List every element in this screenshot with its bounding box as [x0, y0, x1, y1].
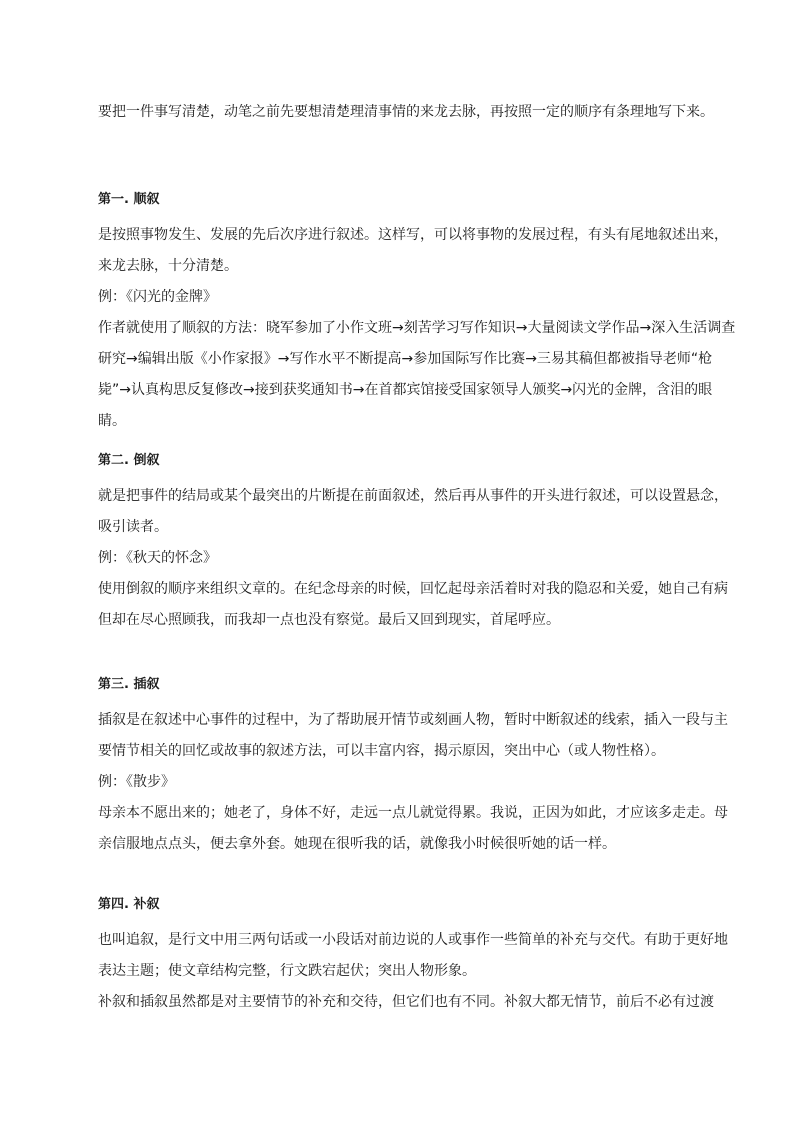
- section-chaxu: [98, 675, 738, 860]
- intro-paragraph: 要把一件事写清楚，动笔之前先要想清楚理清事情的来龙去脉，再按照一定的顺序有条理地写下来。: [98, 104, 714, 120]
- section-heading: 第三. 插叙: [98, 677, 160, 692]
- section-buxu: [98, 895, 738, 1018]
- example-detail: 使用倒叙的顺序来组织文章的。在纪念母亲的时候，回忆起母亲活着时对我的隐忍和关爱，她自己有病但却在尽心照顾我，而我却一点也没有察觉。最后又回到现实，首尾呼应。: [98, 581, 728, 628]
- section-description: 就是把事件的结局或某个最突出的片断提在前面叙述，然后再从事件的开头进行叙述，可以设置悬念，吸引读者。: [98, 488, 728, 535]
- section-description: 也叫追叙，是行文中用三两句话或一小段话对前边说的人或事作一些简单的补充与交代。有助于更好地表达主题；使文章结构完整，行文跌宕起伏；突出人物形象。: [98, 932, 728, 979]
- section-heading: 第一. 顺叙: [98, 192, 160, 207]
- section-description: 插叙是在叙述中心事件的过程中，为了帮助展开情节或刻画人物，暂时中断叙述的线索，插入一段与主要情节相关的回忆或故事的叙述方法，可以丰富内容，揭示原因，突出中心（或人物性格）。: [98, 712, 728, 759]
- section-daoxu: [98, 451, 738, 636]
- example-title: 例：《秋天的怀念》: [98, 550, 217, 566]
- example-detail: 母亲本不愿出来的；她老了，身体不好，走远一点儿就觉得累。我说，正因为如此，才应该多走走。母亲信服地点点头，便去拿外套。她现在很听我的话，就像我小时候很听她的话一样。: [98, 805, 728, 852]
- section-shunxu: [98, 190, 738, 437]
- example-detail: 作者就使用了顺叙的方法：晓军参加了小作文班→刻苦学习写作知识→大量阅读文学作品→深入生活调查研究→编辑出版《小作家报》→写作水平不断提高→参加国际写作比赛→三易其稿但都被指导老师“枪毙”→认真构思反复修改→接到获奖通知书→在首都宾馆接受国家领导人颁奖→闪光的金牌，含泪的眼睛。: [98, 320, 736, 429]
- section-heading: 第四. 补叙: [98, 897, 160, 912]
- example-title: 例：《闪光的金牌》: [98, 289, 217, 305]
- example-title: 例：《散步》: [98, 774, 175, 790]
- section-detail: 补叙和插叙虽然都是对主要情节的补充和交待，但它们也有不同。补叙大都无情节，前后不必有过渡: [98, 994, 714, 1010]
- section-description: 是按照事物发生、发展的先后次序进行叙述。这样写，可以将事物的发展过程，有头有尾地叙述出来，来龙去脉，十分清楚。: [98, 227, 728, 274]
- section-heading: 第二. 倒叙: [98, 453, 160, 468]
